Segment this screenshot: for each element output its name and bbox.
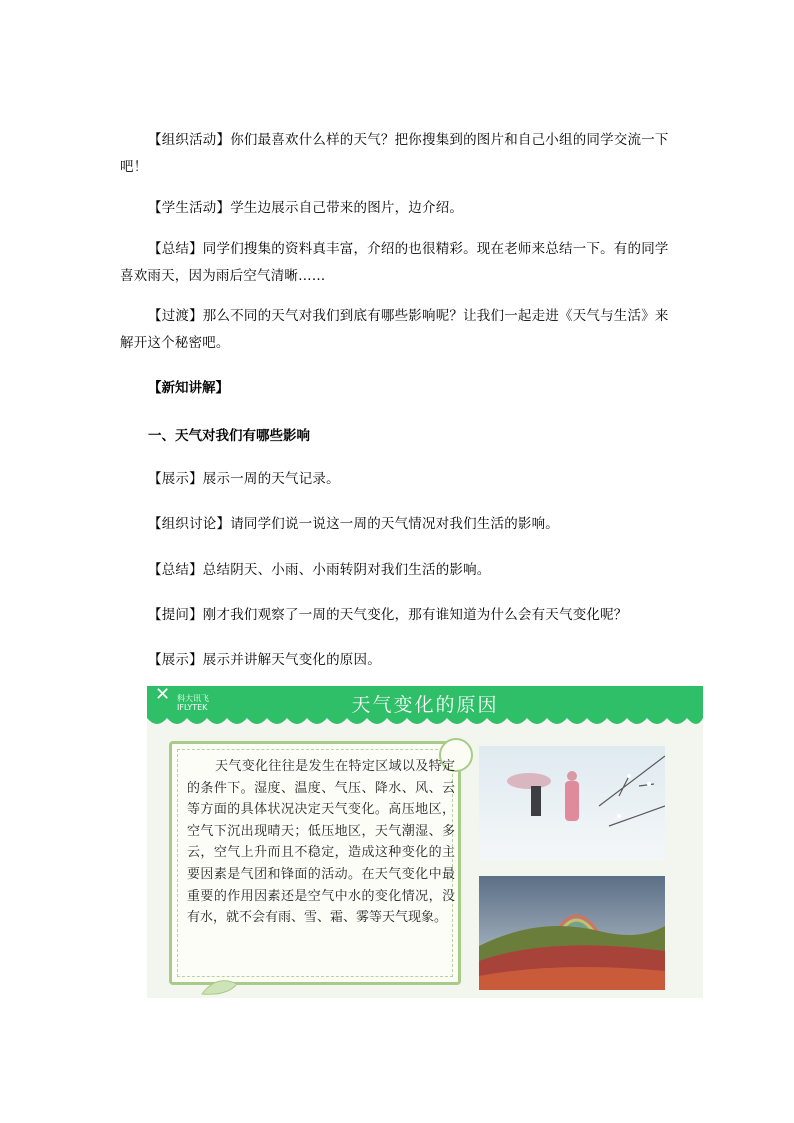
paragraph-student-activity: 【学生活动】学生边展示自己带来的图片，边介绍。 (148, 200, 464, 216)
paragraph-transition: 【过渡】那么不同的天气对我们到底有哪些影响呢？让我们一起走进《天气与生活》来解开这个秘密吧。 (120, 308, 669, 351)
snow-scene-image (479, 746, 665, 861)
section-heading: 【新知讲解】 (148, 380, 229, 396)
paragraph-organize-activity: 【组织活动】你们最喜欢什么样的天气？把你搜集到的图片和自己小组的同学交流一下吧！ (120, 132, 669, 175)
paragraph-discussion: 【组织讨论】请同学们说一说这一周的天气情况对我们生活的影响。 (148, 516, 559, 532)
paragraph-summary: 【总结】同学们搜集的资料真丰富，介绍的也很精彩。现在老师来总结一下。有的同学喜欢雨天，因为雨后空气清晰…… (120, 241, 669, 284)
paragraph-show-explain: 【展示】展示并讲解天气变化的原因。 (148, 652, 381, 668)
logo-cn-text: 科大讯飞 (177, 694, 209, 703)
slide-title: 天气变化的原因 (351, 694, 499, 716)
slide-image (147, 686, 703, 998)
scallop-border (147, 716, 703, 730)
slide-body-text: 天气变化往往是发生在特定区域以及特定的条件下。湿度、温度、气压、降水、风、云等方面的具体状况决定天气变化。高压地区，空气下沉出现晴天；低压地区，天气潮湿、多云，空气上升而且不稳定，造成这种变化的主要因素是气团和锋面的活动。在天气变化中最重要的作用因素还是空气中水的变化情况，没有水，就不会有雨、雪、霜、雾等天气现象。 (187, 759, 455, 926)
leaf-decoration-icon (197, 974, 257, 998)
paragraph-question: 【提问】刚才我们观察了一周的天气变化，那有谁知道为什么会有天气变化呢？ (148, 607, 628, 623)
paragraph-summary-2: 【总结】总结阴天、小雨、小雨转阴对我们生活的影响。 (148, 562, 491, 578)
logo-en-text: IFLYTEK (177, 703, 208, 712)
paragraph-show-record: 【展示】展示一周的天气记录。 (148, 471, 340, 487)
subheading: 一、天气对我们有哪些影响 (148, 428, 310, 444)
slide-header: ✕ 科大讯飞 IFLYTEK 天气变化的原因 (147, 686, 703, 718)
rainbow-hill-image (479, 876, 665, 990)
